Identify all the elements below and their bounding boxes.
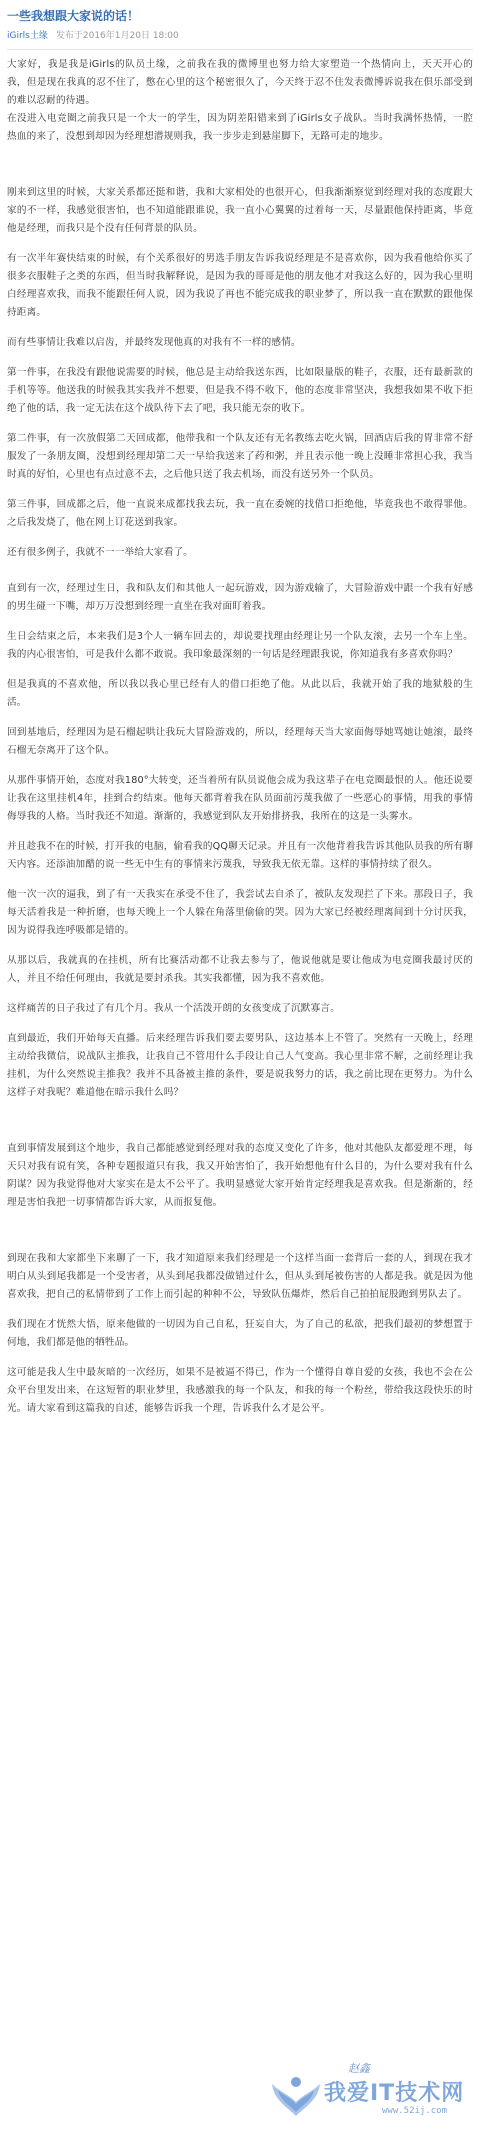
wings-logo-icon [270,2066,322,2122]
watermark-url: www.52ij.com [382,2106,448,2116]
paragraph-1: 大家好，我是我是iGirls的队员土缘，之前我在我的微博里也努力给大家塑造一个热情向上，天天开心的我，但是现在我真的忍不住了，憋在心里的这个秘密很久了，今天终于忍不住发表微博诉说我在俱乐部受到的难以忍耐的待遇。 [7,59,473,106]
paragraph-10: 直到有一次，经理过生日，我和队友们和其他人一起玩游戏，因为游戏输了，大冒险游戏中跟一个我有好感的男生碰一下嘴，却万万没想到经理一直坐在我对面盯着我。 [7,583,473,612]
paragraph-16: 他一次一次的逼我，到了有一天我实在承受不住了，我尝试去自杀了，被队友发现拦了下来。那段日子，我每天活着我是一种折磨，也每天晚上一个人躲在角落里偷偷的哭。因为大家已经被经理离间到十分讨厌我，因为说得我连呼吸都是错的。 [7,889,473,936]
paragraph-14: 从那件事情开始，态度对我180°大转变，还当着所有队员说他会成为我这辈子在电竞圈最恨的人。他还说要让我在这里挂机4年，挂到合约结束。他每天都背着我在队员面前污蔑我做了一些恶心的事情，用我的事情侮辱我的人格。当时我还不知道。渐渐的，我感觉到队友开始排挤我，我所在的这是一头雾水。 [7,775,473,822]
paragraph-15: 并且趁我不在的时候，打开我的电脑，偷看我的QQ聊天记录。并且有一次他背着我告诉其他队员我的所有聊天内容。还添油加醋的说一些无中生有的事情来污蔑我，导致我无依无靠。这样的事情持续了很久。 [7,841,474,870]
paragraph-11: 生日会结束之后，本来我们是3个人一辆车回去的，却说要找理由经理让另一个队友滚，去另一个车上坐。我的内心很害怕，可是我什么都不敢说。我印象最深刻的一句话是经理跟我说，你知道我有多喜欢你吗？ [7,631,473,660]
paragraph-20: 直到事情发展到这个地步，我自己都能感觉到经理对我的态度又变化了许多，他对其他队友都爱理不理，每天只对我有说有笑，各种专题报道只有我，我又开始害怕了，我开始想他有什么目的，为什么要对我有什么阴谋？因为我觉得他对大家实在是太不公平了。我明显感觉大家开始肯定经理我是喜欢我。但是渐渐的，经理是害怕我把一切事情都告诉大家，从而报复他。 [7,1143,473,1208]
watermark-brand: 我爱IT技术网 [324,2081,465,2106]
site-watermark [270,2060,470,2126]
paragraph-4: 有一次半年赛快结束的时候，有个关系很好的男选手朋友告诉我说经理是不是喜欢你，因为我看他给你买了很多衣服鞋子之类的东西，但当时我解释说，是因为我的哥哥是他的朋友他才对我这么好的，因为我心里明白经理喜欢我，而我不能跟任何人说，因为我说了再也不能完成我的职业梦了，所以我一直在默默的跟他保持距离。 [7,253,473,318]
paragraph-18: 这样痛苦的日子我过了有几个月。我从一个活泼开朗的女孩变成了沉默寡言。 [7,1003,340,1014]
author-link[interactable]: iGirls土缘 [7,31,48,41]
paragraph-5: 而有些事情让我难以启齿，并最终发现他真的对我有不一样的感情。 [7,337,301,348]
publish-time: 发布于2016年1月20日 18:00 [55,31,179,41]
post-meta [7,30,473,50]
paragraph-7: 第二件事，有一次放假第二天回成都，他带我和一个队友还有无名教练去吃火锅，回酒店后我的胃非常不舒服发了一条朋友圈，没想到经理却第二天一早给我送来了药和粥，并且表示他一晚上没睡非常担心我，我当时真的好怕，心里也有点过意不去，之后他只送了我去机场，而没有送另外一个队员。 [7,433,473,480]
paragraph-3: 刚来到这里的时候，大家关系都还挺和谐，我和大家相处的也很开心，但我渐渐察觉到经理对我的态度跟大家的不一样，我感觉很害怕，也不知道能跟谁说，我一直小心翼翼的过着每一天，尽量跟他保持距离，毕竟他是经理，而我只是个没有任何背景的队员。 [7,187,473,234]
post-title: 一些我想跟大家说的话！ [7,9,140,23]
paragraph-13: 回到基地后，经理因为是石榴起哄让我玩大冒险游戏的，所以，经理每天当大家面侮辱她骂她让她滚，最终石榴无奈离开了这个队。 [7,727,473,756]
paragraph-17: 从那以后，我就真的在挂机，所有比赛活动都不让我去参与了，他说他就是要让他成为电竞圈我最讨厌的人，并且不给任何理由，我就是要封杀我。其实我都懂，因为我不喜欢他。 [7,955,473,984]
paragraph-22: 我们现在才恍然大悟，原来他做的一切因为自己自私，狂妄自大，为了自己的私欲，把我们最初的梦想置于何地，我们都是他的牺牲品。 [7,1319,473,1348]
paragraph-6: 第一件事，在我没有跟他说需要的时候，他总是主动给我送东西，比如限量版的鞋子，衣服，还有最新款的手机等等。他送我的时候我其实我并不想要，但是我不得不收下，他的态度非常坚决，我想我如果不收下拒绝了他的话，我一定无法在这个战队待下去了吧，我只能无奈的收下。 [7,367,473,414]
paragraph-2: 在没进入电竞圈之前我只是一个大一的学生，因为阴差阳错来到了iGirls女子战队。当时我满怀热情，一腔热血的来了，没想到却因为经理想潜规则我，我一步步走到悬崖脚下，无路可走的地步。 [7,113,473,142]
paragraph-19: 直到最近，我们开始每天直播。后来经理告诉我们要去要男队，这边基本上不管了。突然有一天晚上，经理主动给我微信，说战队主推我，让我自己不管用什么手段让自己人气变高。我心里非常不解，之前经理让我挂机，为什么突然说主推我？我并不具备被主推的条件，要是说我努力的话，我之前比现在更努力。为什么这样子对我呢？难道他在暗示我什么吗？ [7,1033,473,1098]
paragraph-9: 还有很多例子，我就不一一举给大家看了。 [7,547,194,558]
paragraph-21: 到现在我和大家都坐下来聊了一下，我才知道原来我们经理是一个这样当面一套背后一套的人，到现在我才明白从头到尾我都是一个受害者，从头到尾我都没做错过什么，但从头到尾被伤害的人都是我。就是因为他喜欢我，把自己的私情带到了工作上而引起的种种不公，导致队伍爆炸，然后自己拍拍屁股跑到男队去了。 [7,1253,473,1300]
paragraph-12: 但是我真的不喜欢他，所以我以我心里已经有人的借口拒绝了他。从此以后，我就开始了我的地狱般的生活。 [7,679,473,708]
watermark-signature: 赵鑫 [348,2062,370,2075]
paragraph-8: 第三件事，回成都之后，他一直说来成都找我去玩，我一直在委婉的找借口拒绝他，毕竟我也不敢得罪他。之后我发烧了，他在网上订花送到我家。 [7,499,473,528]
paragraph-23: 这可能是我人生中最灰暗的一次经历，如果不是被逼不得已，作为一个懂得自尊自爱的女孩，我也不会在公众平台里发出来，在这短暂的职业梦里，我感激我的每一个队友，和我的每一个粉丝，带给我这段快乐的时光。请大家看到这篇我的自述，能够告诉我一个理，告诉我什么才是公平。 [7,1367,473,1414]
